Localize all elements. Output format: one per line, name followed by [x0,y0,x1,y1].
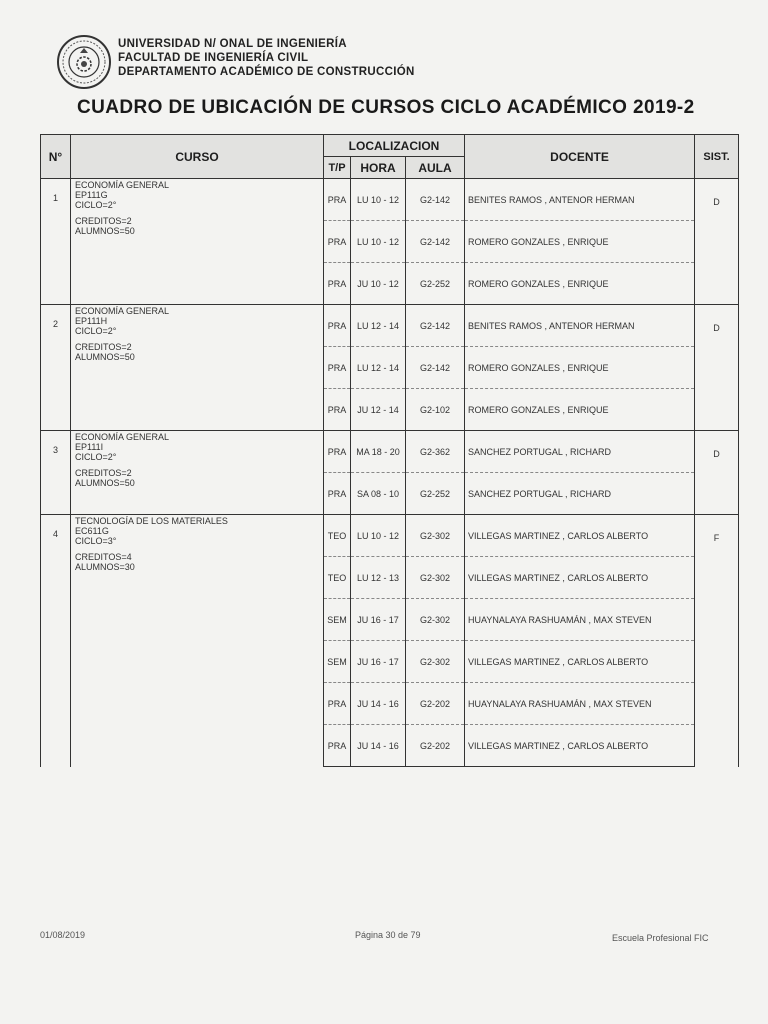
session-type: PRA [324,221,351,263]
course-cycle: CICLO=2° [75,200,117,210]
course-number: 2 [41,305,71,431]
session-time: LU 12 - 13 [351,557,406,599]
session-room: G2-302 [406,599,465,641]
session-type: PRA [324,347,351,389]
session-teacher: SANCHEZ PORTUGAL , RICHARD [465,473,695,515]
institution-header [118,37,415,79]
session-time: JU 12 - 14 [351,389,406,431]
course-name: ECONOMÍA GENERAL [75,180,170,190]
document-title: CUADRO DE UBICACIÓN DE CURSOS CICLO ACADÉMICO 2019-2 [77,97,695,118]
session-time: JU 10 - 12 [351,263,406,305]
footer-page-number: Página 30 de 79 [355,930,421,940]
header-tp: T/P [324,157,351,179]
course-info [71,179,324,305]
course-system: D [695,305,739,431]
course-code: EP111G [75,190,108,200]
session-time: LU 12 - 14 [351,305,406,347]
session-teacher: VILLEGAS MARTINEZ , CARLOS ALBERTO [465,515,695,557]
session-type: PRA [324,473,351,515]
session-time: LU 12 - 14 [351,347,406,389]
department-name: DEPARTAMENTO ACADÉMICO DE CONSTRUCCIÓN [118,66,415,78]
course-credits: CREDITOS=2 [75,216,132,226]
course-students: ALUMNOS=50 [75,226,135,236]
course-code: EC611G [75,526,109,536]
session-time: SA 08 - 10 [351,473,406,515]
course-credits: CREDITOS=2 [75,342,132,352]
session-time: JU 16 - 17 [351,599,406,641]
course-cycle: CICLO=2° [75,326,117,336]
course-name: ECONOMÍA GENERAL [75,432,170,442]
session-type: PRA [324,389,351,431]
session-time: LU 10 - 12 [351,221,406,263]
session-type: PRA [324,263,351,305]
session-type: PRA [324,179,351,221]
session-room: G2-142 [406,305,465,347]
session-teacher: ROMERO GONZALES , ENRIQUE [465,263,695,305]
session-room: G2-142 [406,347,465,389]
footer-school: Escuela Profesional FIC [612,933,709,943]
course-name: TECNOLOGÍA DE LOS MATERIALES [75,516,228,526]
session-type: TEO [324,515,351,557]
table-row [41,179,739,221]
university-seal-logo [56,34,112,90]
faculty-name: FACULTAD DE INGENIERÍA CIVIL [118,52,309,64]
session-type: SEM [324,599,351,641]
table-row [41,305,739,347]
session-time: JU 14 - 16 [351,683,406,725]
session-time: LU 10 - 12 [351,179,406,221]
session-room: G2-362 [406,431,465,473]
session-type: SEM [324,641,351,683]
session-time: LU 10 - 12 [351,515,406,557]
session-type: TEO [324,557,351,599]
session-teacher: ROMERO GONZALES , ENRIQUE [465,221,695,263]
header-localizacion: LOCALIZACION [324,135,465,157]
session-teacher: VILLEGAS MARTINEZ , CARLOS ALBERTO [465,641,695,683]
header-docente: DOCENTE [465,135,695,179]
table-row [41,515,739,557]
session-room: G2-302 [406,557,465,599]
session-teacher: VILLEGAS MARTINEZ , CARLOS ALBERTO [465,557,695,599]
course-credits: CREDITOS=4 [75,552,132,562]
session-teacher: SANCHEZ PORTUGAL , RICHARD [465,431,695,473]
session-room: G2-142 [406,221,465,263]
session-type: PRA [324,725,351,767]
header-aula: AULA [406,157,465,179]
session-teacher: BENITES RAMOS , ANTENOR HERMAN [465,179,695,221]
university-name: UNIVERSIDAD N/ ONAL DE INGENIERÍA [118,38,347,50]
course-info [71,305,324,431]
session-time: JU 16 - 17 [351,641,406,683]
course-system: F [695,515,739,767]
course-number: 1 [41,179,71,305]
session-room: G2-302 [406,641,465,683]
table-row [41,431,739,473]
course-number: 3 [41,431,71,515]
course-cycle: CICLO=2° [75,452,117,462]
course-students: ALUMNOS=50 [75,478,135,488]
course-students: ALUMNOS=30 [75,562,135,572]
session-type: PRA [324,305,351,347]
course-table-body [41,179,739,767]
course-system: D [695,431,739,515]
session-room: G2-202 [406,725,465,767]
header-hora: HORA [351,157,406,179]
session-teacher: HUAYNALAYA RASHUAMÁN , MAX STEVEN [465,683,695,725]
session-type: PRA [324,431,351,473]
session-time: JU 14 - 16 [351,725,406,767]
session-teacher: ROMERO GONZALES , ENRIQUE [465,389,695,431]
session-room: G2-252 [406,263,465,305]
course-name: ECONOMÍA GENERAL [75,306,170,316]
session-teacher: BENITES RAMOS , ANTENOR HERMAN [465,305,695,347]
header-num: N° [41,135,71,179]
course-code: EP111H [75,316,108,326]
header-curso: CURSO [71,135,324,179]
course-table [40,134,739,767]
course-cycle: CICLO=3° [75,536,117,546]
session-room: G2-252 [406,473,465,515]
footer-date: 01/08/2019 [40,930,86,940]
session-room: G2-142 [406,179,465,221]
course-students: ALUMNOS=50 [75,352,135,362]
course-code: EP111I [75,442,104,452]
session-room: G2-102 [406,389,465,431]
session-room: G2-202 [406,683,465,725]
course-info [71,515,324,767]
session-teacher: VILLEGAS MARTINEZ , CARLOS ALBERTO [465,725,695,767]
course-system: D [695,179,739,305]
session-room: G2-302 [406,515,465,557]
session-teacher: ROMERO GONZALES , ENRIQUE [465,347,695,389]
header-sist: SIST. [695,135,739,179]
session-time: MA 18 - 20 [351,431,406,473]
course-info [71,431,324,515]
session-teacher: HUAYNALAYA RASHUAMÁN , MAX STEVEN [465,599,695,641]
course-credits: CREDITOS=2 [75,468,132,478]
course-number: 4 [41,515,71,767]
session-type: PRA [324,683,351,725]
